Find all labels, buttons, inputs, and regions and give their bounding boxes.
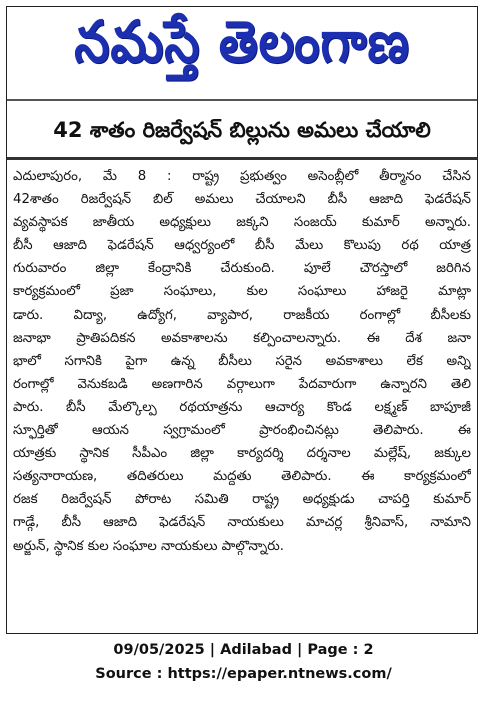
body-line: డారు. విద్యా, ఉద్యోగ, వ్యాపార, రాజకీయ రంగాల్లో బీసీలకు xyxy=(13,307,471,323)
body-line: రజక రిజర్వేషన్ పోరాట సమితి రాష్ట్ర అధ్యక్షుడు చాపర్తి కుమార్ xyxy=(13,492,471,508)
body-line: బీసీ ఆజాది ఫెడరేషన్ ఆధ్వర్యంలో బీసీ మేలు కొలుపు రథ యాత్ర xyxy=(13,238,471,254)
masthead xyxy=(7,7,477,91)
body-line: యాత్రకు స్థానిక సీపీఎం జిల్లా కార్యదర్శి దర్శనాల మల్లేష్, జక్కుల xyxy=(13,446,471,462)
clipping-footer xyxy=(0,638,487,686)
body-line: గురువారం జిల్లా కేంద్రానికి చేరుకుంది. పూలే చౌరస్తాలో జరిగిన xyxy=(13,261,471,277)
body-line: అర్జున్, స్థానిక కుల సంఘాల నాయకులు పాల్గొన్నారు. xyxy=(13,538,284,554)
body-line: స్ఫూర్తితో ఆయన స్వగ్రామంలో ప్రారంభించినట్లు తెలిపారు. ఈ xyxy=(13,423,471,439)
body-line: వ్యవస్థాపక జాతీయ అధ్యక్షులు జక్కని సంజయ్ కుమార్ అన్నారు. xyxy=(13,215,471,231)
body-line: ఎదులాపురం, మే 8 : రాష్ట్ర ప్రభుత్వం అసెంబ్లీలో తీర్మానం చేసిన xyxy=(13,169,471,184)
body-line: గాడ్గే, బీసీ ఆజాది ఫెడరేషన్ నాయకులు మాచర్ల శ్రీనివాస్, నామాని xyxy=(13,515,471,531)
body-line: జనాభా ప్రాతిపదికన అవకాశాలను కల్పించాలన్నారు. ఈ దేశ జనా xyxy=(13,330,471,346)
article-body xyxy=(13,165,471,558)
dateline: 09/05/2025 | Adilabad | Page : 2 xyxy=(113,642,374,658)
body-line: 42శాతం రిజర్వేషన్ బిల్ అమలు చేయాలని బీసీ ఆజాది ఫెడరేషన్ xyxy=(13,192,471,208)
masthead-divider xyxy=(7,99,477,101)
body-line: రంగాల్లో వెనుకబడి అణగారిన వర్గాలుగా పేదవారుగా ఉన్నారని తెలి xyxy=(13,376,471,392)
headline-divider xyxy=(7,157,477,160)
source-line: Source : https://epaper.ntnews.com/ xyxy=(95,666,392,682)
body-line: సత్యనారాయణ, తదితరులు మద్దతు తెలిపారు. ఈ కార్యక్రమంలో xyxy=(13,469,471,485)
body-line: పారు. బీసీ మేల్కొల్ప రథయాత్రను ఆచార్య కొండ లక్ష్మణ్ బాపూజీ xyxy=(13,399,471,415)
article-headline xyxy=(7,111,477,155)
body-line: కార్యక్రమంలో ప్రజా సంఘాలు, కుల సంఘాలు హాజరై మాట్లా xyxy=(13,284,471,300)
body-line: భాలో సగానికి పైగా ఉన్న బీసీలు సరైన అవకాశాలు లేక అన్ని xyxy=(13,353,471,369)
headline-text: 42 శాతం రిజర్వేషన్ బిల్లును అమలు చేయాలి xyxy=(53,118,431,142)
news-clipping xyxy=(6,6,478,634)
masthead-title: నమస్తే తెలంగాణ xyxy=(74,8,410,75)
